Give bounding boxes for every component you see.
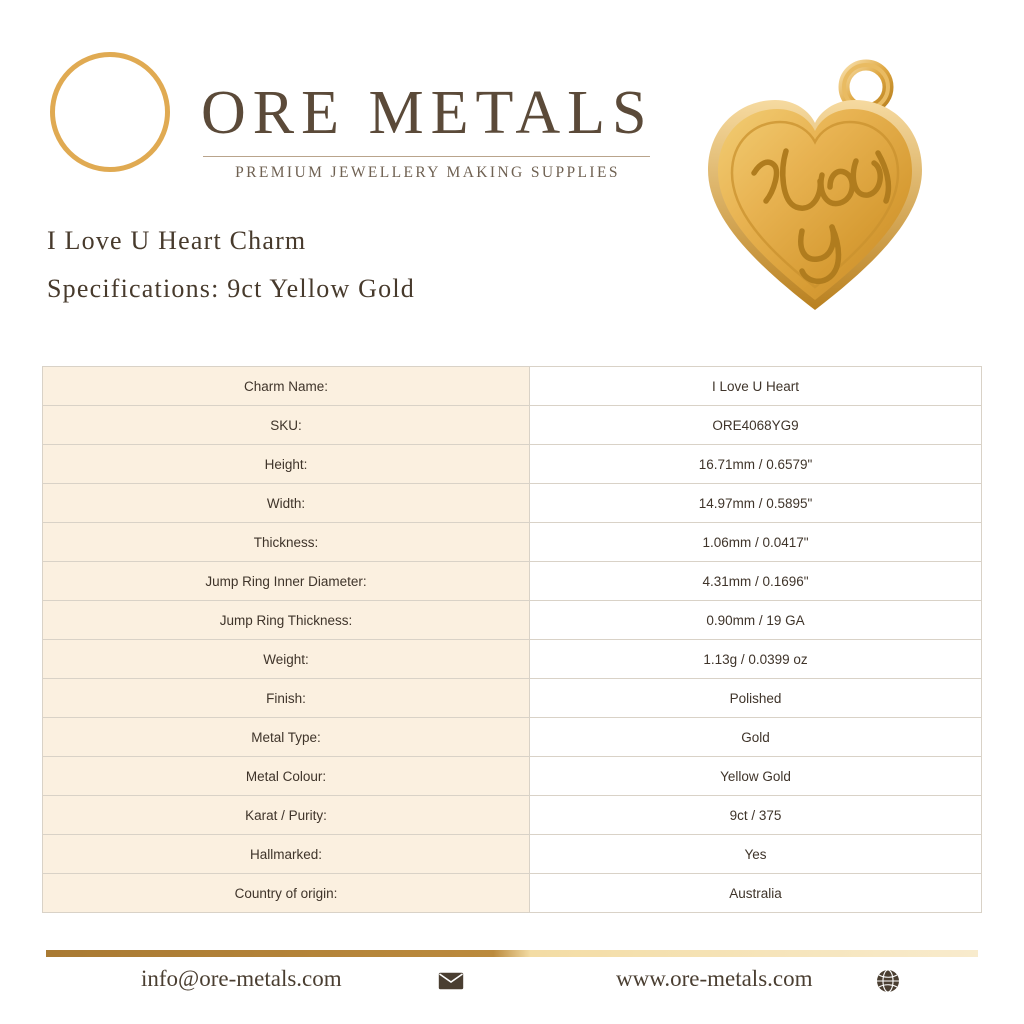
page-title: I Love U Heart Charm [47,226,307,255]
spec-label: Karat / Purity: [43,796,530,835]
spec-value: 1.06mm / 0.0417" [530,523,982,562]
table-row [43,601,982,640]
footer-divider-bar [46,950,978,957]
table-row [43,445,982,484]
spec-label: Jump Ring Inner Diameter: [43,562,530,601]
spec-label: Hallmarked: [43,835,530,874]
spec-value: 4.31mm / 0.1696" [530,562,982,601]
table-row [43,562,982,601]
globe-icon [876,969,900,993]
table-row [43,796,982,835]
table-row [43,679,982,718]
spec-value: Gold [530,718,982,757]
spec-label: Width: [43,484,530,523]
spec-label: Jump Ring Thickness: [43,601,530,640]
spec-label: Finish: [43,679,530,718]
spec-value: Australia [530,874,982,913]
brand-divider [203,156,650,157]
spec-value: 9ct / 375 [530,796,982,835]
table-row [43,640,982,679]
spec-label: Charm Name: [43,367,530,406]
spec-value: Polished [530,679,982,718]
footer-email-text[interactable]: info@ore-metals.com [141,966,342,991]
product-image-heart-charm [690,55,940,335]
document-footer [46,958,978,1008]
envelope-icon [438,972,464,990]
spec-label: Weight: [43,640,530,679]
table-row [43,367,982,406]
spec-value: 14.97mm / 0.5895" [530,484,982,523]
brand-logo-block [46,40,654,190]
footer-website-text[interactable]: www.ore-metals.com [616,966,813,991]
ring-circle-logo-icon [50,52,170,172]
spec-label: Metal Colour: [43,757,530,796]
spec-value: ORE4068YG9 [530,406,982,445]
spec-value: Yes [530,835,982,874]
brand-name: ORE METALS [201,79,654,147]
spec-label: Metal Type: [43,718,530,757]
specifications-table [42,366,982,913]
table-row [43,835,982,874]
specifications-table-body [43,367,982,913]
table-row [43,757,982,796]
table-row [43,523,982,562]
table-row [43,406,982,445]
spec-value: 0.90mm / 19 GA [530,601,982,640]
table-row [43,718,982,757]
spec-value: I Love U Heart [530,367,982,406]
page-subtitle: Specifications: 9ct Yellow Gold [47,274,415,303]
brand-tagline: PREMIUM JEWELLERY MAKING SUPPLIES [235,164,620,181]
spec-label: Country of origin: [43,874,530,913]
spec-label: Thickness: [43,523,530,562]
spec-value: 1.13g / 0.0399 oz [530,640,982,679]
table-row [43,874,982,913]
spec-label: SKU: [43,406,530,445]
spec-label: Height: [43,445,530,484]
spec-value: 16.71mm / 0.6579" [530,445,982,484]
table-row [43,484,982,523]
spec-value: Yellow Gold [530,757,982,796]
